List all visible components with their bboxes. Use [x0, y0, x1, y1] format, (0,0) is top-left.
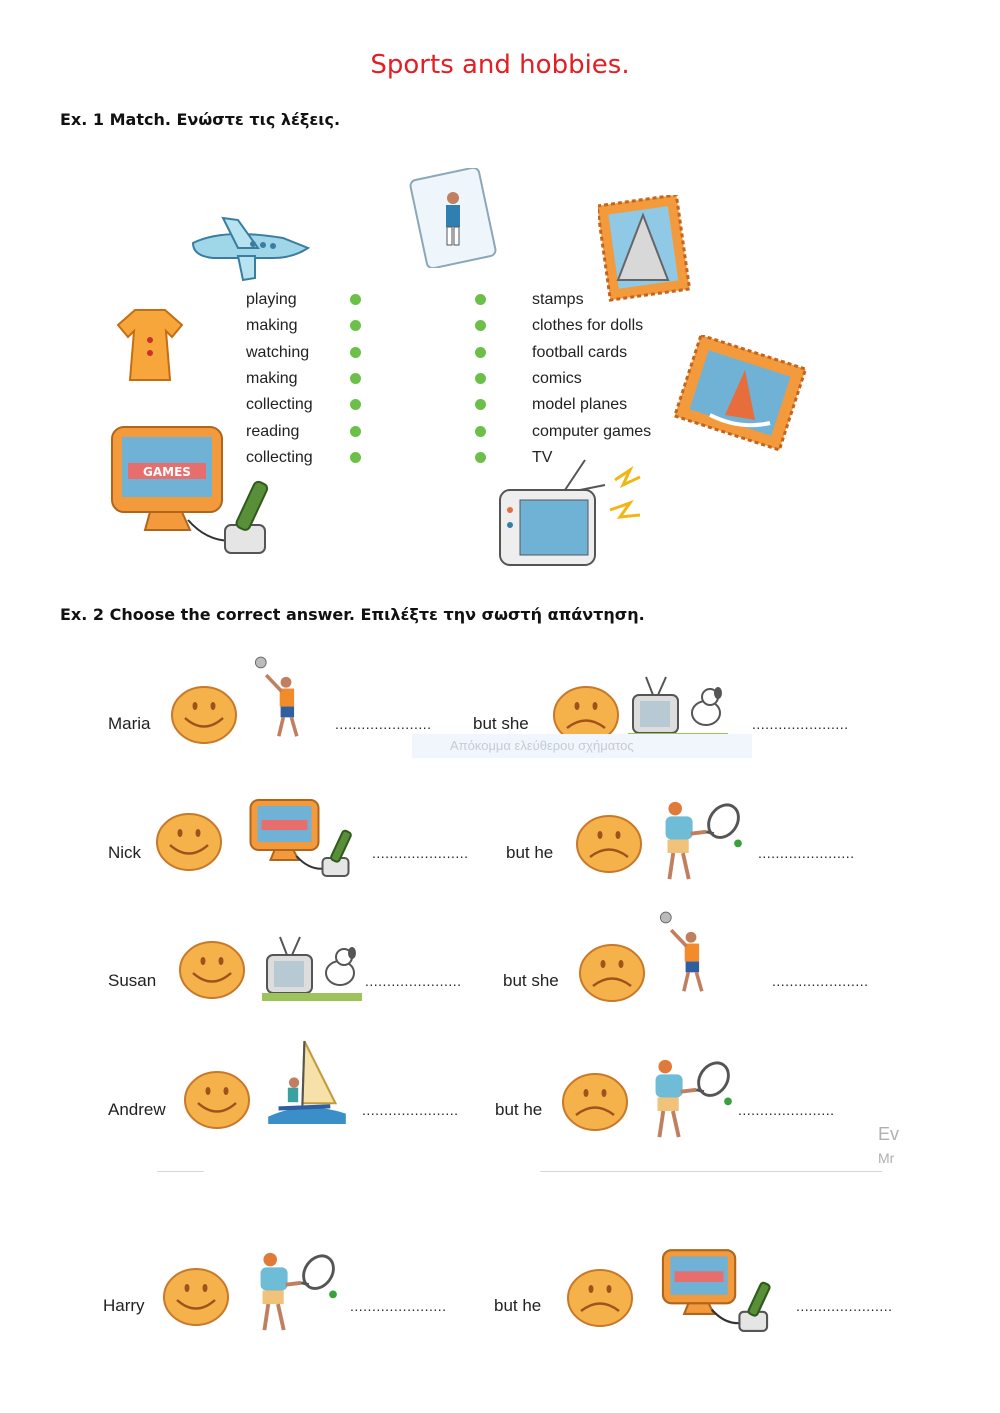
row-name: Harry — [103, 1296, 145, 1315]
row-conjunction: but he — [495, 1100, 543, 1119]
row-name: Andrew — [108, 1100, 166, 1119]
stamp-boat-icon — [670, 335, 810, 460]
match-left-word: collecting — [246, 396, 313, 413]
match-left-dot[interactable] — [350, 399, 361, 410]
volleyball-icon — [655, 903, 745, 1003]
sad-face-icon — [561, 1072, 629, 1132]
happy-face-icon — [162, 1267, 230, 1327]
computer-game-icon — [232, 798, 367, 878]
football-card-icon — [408, 168, 503, 268]
ex2-heading: Ex. 2 Choose the correct answer. Επιλέξτε την σωστή απάντηση. — [60, 605, 645, 624]
tennis-icon — [238, 1248, 343, 1333]
sad-face-icon — [575, 814, 643, 874]
snip-artifact-text: Απόκομμα ελεύθερου σχήματος — [450, 738, 634, 753]
match-left-dot[interactable] — [350, 347, 361, 358]
airplane-icon — [183, 208, 313, 283]
sad-face-icon — [566, 1268, 634, 1328]
match-right-word: clothes for dolls — [532, 317, 644, 334]
answer-blank[interactable]: ...................... — [335, 716, 432, 732]
match-right-word: TV — [532, 449, 553, 466]
match-left-dot[interactable] — [350, 320, 361, 331]
answer-blank[interactable]: ...................... — [362, 1102, 459, 1118]
match-left-word: reading — [246, 423, 300, 440]
dress-icon — [110, 305, 190, 385]
answer-blank[interactable]: ...................... — [738, 1102, 835, 1118]
row-conjunction: but she — [473, 714, 529, 733]
match-right-word: stamps — [532, 291, 584, 308]
row-name: Maria — [108, 714, 151, 733]
game-screen-text: GAMES — [143, 465, 191, 479]
match-right-dot[interactable] — [475, 373, 486, 384]
tv-dog-icon — [628, 675, 728, 743]
windsurfing-icon — [263, 1030, 351, 1133]
faint-divider — [157, 1171, 204, 1172]
tv-dog-icon — [262, 935, 362, 1003]
match-right-dot[interactable] — [475, 347, 486, 358]
match-right-dot[interactable] — [475, 399, 486, 410]
row-name: Nick — [108, 843, 142, 862]
ex1-heading: Ex. 1 Match. Ενώστε τις λέξεις. — [60, 110, 341, 129]
computer-game-icon — [645, 1248, 785, 1333]
answer-blank[interactable]: ...................... — [772, 973, 869, 989]
stamp-mountain-icon — [598, 195, 693, 305]
match-left-dot[interactable] — [350, 452, 361, 463]
happy-face-icon — [170, 685, 238, 745]
match-left-word: watching — [246, 344, 310, 361]
match-left-word: making — [246, 317, 298, 334]
answer-blank[interactable]: ...................... — [350, 1298, 447, 1314]
computer-game-icon — [110, 425, 320, 565]
match-left-word: playing — [246, 291, 297, 308]
row-conjunction: but she — [503, 971, 559, 990]
tennis-icon — [633, 1055, 738, 1140]
tv-icon — [495, 455, 655, 570]
row-conjunction: but he — [494, 1296, 542, 1315]
tennis-icon — [643, 797, 748, 882]
answer-blank[interactable]: ...................... — [758, 845, 855, 861]
faint-artifact-text: Mr — [878, 1150, 895, 1166]
sad-face-icon — [578, 943, 646, 1003]
snip-artifact — [412, 734, 752, 758]
match-right-word: football cards — [532, 344, 628, 361]
row-name: Susan — [108, 971, 157, 990]
match-right-dot[interactable] — [475, 426, 486, 437]
match-left-word: collecting — [246, 449, 313, 466]
match-left-dot[interactable] — [350, 426, 361, 437]
happy-face-icon — [178, 940, 246, 1000]
row-conjunction: but he — [506, 843, 554, 862]
faint-divider — [540, 1171, 882, 1172]
match-right-word: computer games — [532, 423, 652, 440]
match-left-dot[interactable] — [350, 373, 361, 384]
match-right-word: model planes — [532, 396, 628, 413]
match-right-word: comics — [532, 370, 582, 387]
faint-artifact-text: Ev — [878, 1124, 900, 1144]
match-right-dot[interactable] — [475, 320, 486, 331]
answer-blank[interactable]: ...................... — [365, 973, 462, 989]
match-right-dot[interactable] — [475, 452, 486, 463]
volleyball-icon — [250, 648, 340, 748]
match-left-dot[interactable] — [350, 294, 361, 305]
answer-blank[interactable]: ...................... — [752, 716, 849, 732]
match-right-dot[interactable] — [475, 294, 486, 305]
happy-face-icon — [155, 812, 223, 872]
page-title: Sports and hobbies. — [370, 50, 630, 80]
happy-face-icon — [183, 1070, 251, 1130]
answer-blank[interactable]: ...................... — [372, 845, 469, 861]
match-left-word: making — [246, 370, 298, 387]
answer-blank[interactable]: ...................... — [796, 1298, 893, 1314]
